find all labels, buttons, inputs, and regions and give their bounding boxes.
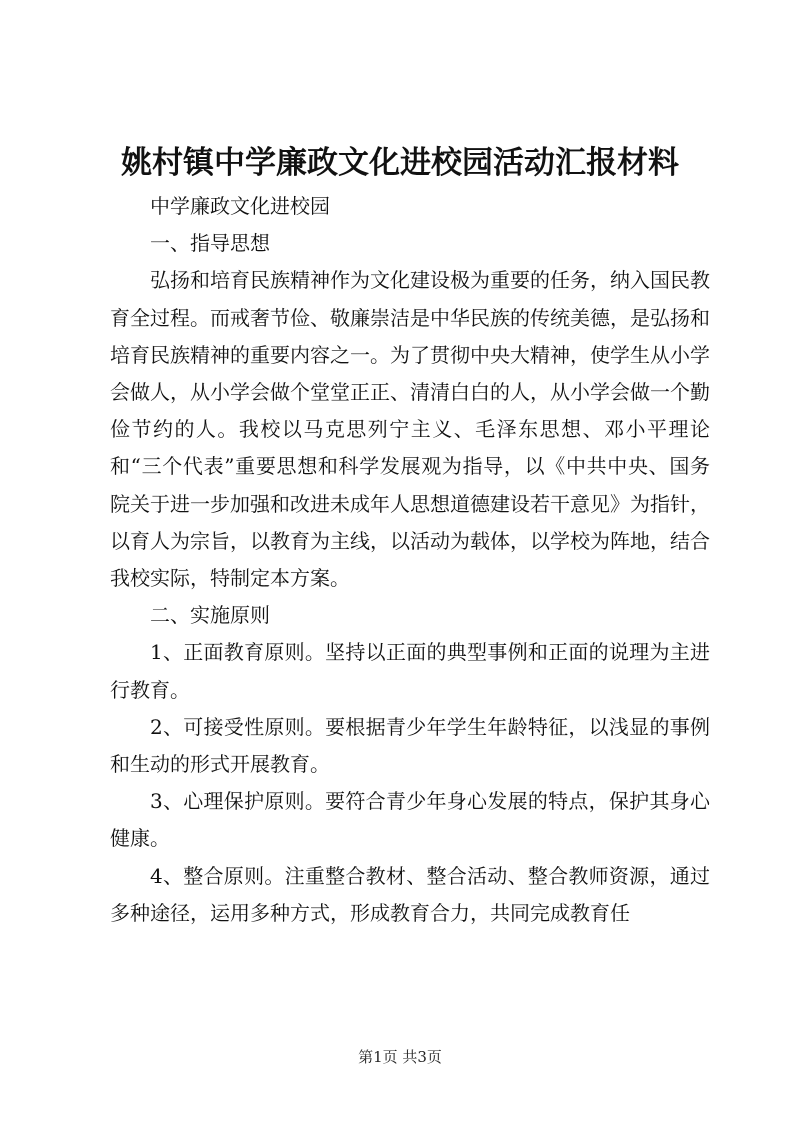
document-title: 姚村镇中学廉政文化进校园活动汇报材料 <box>121 145 679 181</box>
principle-item: 3、心理保护原则。要符合青少年身心发展的特点，保护其身心健康。 <box>110 789 710 851</box>
body-paragraph: 弘扬和培育民族精神作为文化建设极为重要的任务，纳入国民教育全过程。而戒奢节俭、敬廉崇洁是中华民族的传统美德，是弘扬和培育民族精神的重要内容之一。为了贯彻中央大精神，使学生从小学会做人，从小学会做个堂堂正正、清清白白的人，从小学会做一个勤俭节约的人。我校以马克思列宁主义、毛泽东思想、邓小平理论和“三个代表”重要思想和科学发展观为指导，以《中共中央、国务院关于进一步加强和改进未成年人思想道德建设若干意见》为指针，以育人为宗旨，以教育为主线，以活动为载体，以学校为阵地，结合我校实际，特制定本方案。 <box>110 268 710 591</box>
section-heading-principles: 二、实施原则 <box>150 603 270 628</box>
subtitle-paragraph: 中学廉政文化进校园 <box>150 194 330 218</box>
page-number-footer: 第1页 共3页 <box>358 1048 442 1066</box>
section-heading-guiding-ideology: 一、指导思想 <box>150 231 270 256</box>
document-body <box>110 188 710 932</box>
principle-item: 4、整合原则。注重整合教材、整合活动、整合教师资源，通过多种途径，运用多种方式，形成教育合力，共同完成教育任 <box>110 863 710 925</box>
principle-item: 2、可接受性原则。要根据青少年学生年龄特征，以浅显的事例和生动的形式开展教育。 <box>110 714 710 777</box>
principle-item: 1、正面教育原则。坚持以正面的典型事例和正面的说理为主进行教育。 <box>110 640 710 702</box>
